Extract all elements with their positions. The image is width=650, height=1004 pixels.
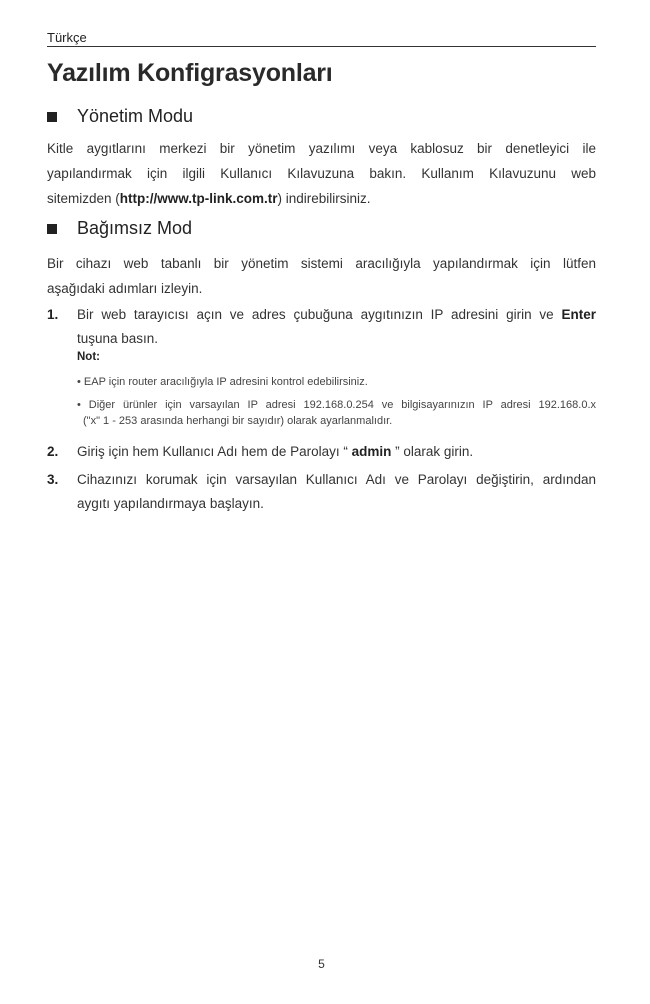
- enter-key-label: Enter: [561, 307, 596, 322]
- header-divider: [47, 46, 596, 47]
- section-heading-standalone-mode: [47, 218, 192, 239]
- step-1: [47, 303, 596, 351]
- step-number: 1.: [47, 307, 59, 322]
- management-mode-paragraph: [47, 136, 596, 211]
- step-text-part: Bir web tarayıcısı açın ve adres çubuğuna aygıtınızın IP adresini girin ve: [77, 307, 562, 322]
- step-text-part: Giriş için hem Kullanıcı Adı hem de Parolayı “: [77, 444, 352, 459]
- tp-link-website-link[interactable]: http://www.tp-link.com.tr: [119, 191, 278, 206]
- note-text: • EAP için router aracılığıyla IP adresini kontrol edebilirsiniz.: [77, 376, 368, 388]
- square-bullet-icon: [47, 112, 57, 122]
- page-header-language: Türkçe: [47, 30, 87, 45]
- paragraph-text: ) indirebilirsiniz.: [277, 191, 371, 206]
- step-text-part: ” olarak girin.: [391, 444, 474, 459]
- step-text-line2: aygıtı yapılandırmaya başlayın.: [77, 496, 264, 511]
- note-text-line2: ("x" 1 - 253 arasında herhangi bir sayıdır) olarak ayarlanmalıdır.: [83, 415, 393, 427]
- document-page: [47, 0, 596, 1004]
- step-3: [47, 468, 596, 516]
- paragraph-text: sitemizden (: [47, 191, 120, 206]
- step-text: [77, 303, 596, 327]
- paragraph-line: [47, 186, 596, 211]
- note-item: [77, 374, 596, 390]
- admin-credential: admin: [351, 444, 392, 459]
- section-heading-text: Yönetim Modu: [77, 106, 194, 126]
- paragraph-line: Bir cihazı web tabanlı bir yönetim sistemi aracılığıyla yapılandırmak için lütfen: [47, 256, 596, 271]
- step-text: [77, 440, 596, 464]
- section-heading-text: Bağımsız Mod: [77, 218, 193, 238]
- standalone-mode-paragraph: [47, 251, 596, 301]
- step-2: [47, 440, 596, 464]
- step-text: Cihazınızı korumak için varsayılan Kullanıcı Adı ve Parolayı değiştirin, ardından: [77, 472, 596, 487]
- section-heading-management-mode: [47, 106, 193, 127]
- step-number: 2.: [47, 444, 59, 459]
- page-title: Yazılım Konfigrasyonları: [47, 59, 333, 87]
- paragraph-line: yapılandırmak için ilgili Kullanıcı Kılavuzuna bakın. Kullanım Kılavuzunu web: [47, 166, 596, 181]
- step-number: 3.: [47, 472, 59, 487]
- square-bullet-icon: [47, 224, 57, 234]
- page-number: 5: [318, 957, 325, 971]
- note-item: [77, 397, 596, 429]
- note-text: • Diğer ürünler için varsayılan IP adresi 192.168.0.254 ve bilgisayarınızın IP adresi 192.168.0.x: [77, 399, 596, 411]
- note-label: Not:: [77, 351, 100, 363]
- step-text-line2: tuşuna basın.: [77, 331, 159, 346]
- paragraph-line: Kitle aygıtlarını merkezi bir yönetim yazılımı veya kablosuz bir denetleyici ile: [47, 141, 596, 156]
- paragraph-line: aşağıdaki adımları izleyin.: [47, 281, 203, 296]
